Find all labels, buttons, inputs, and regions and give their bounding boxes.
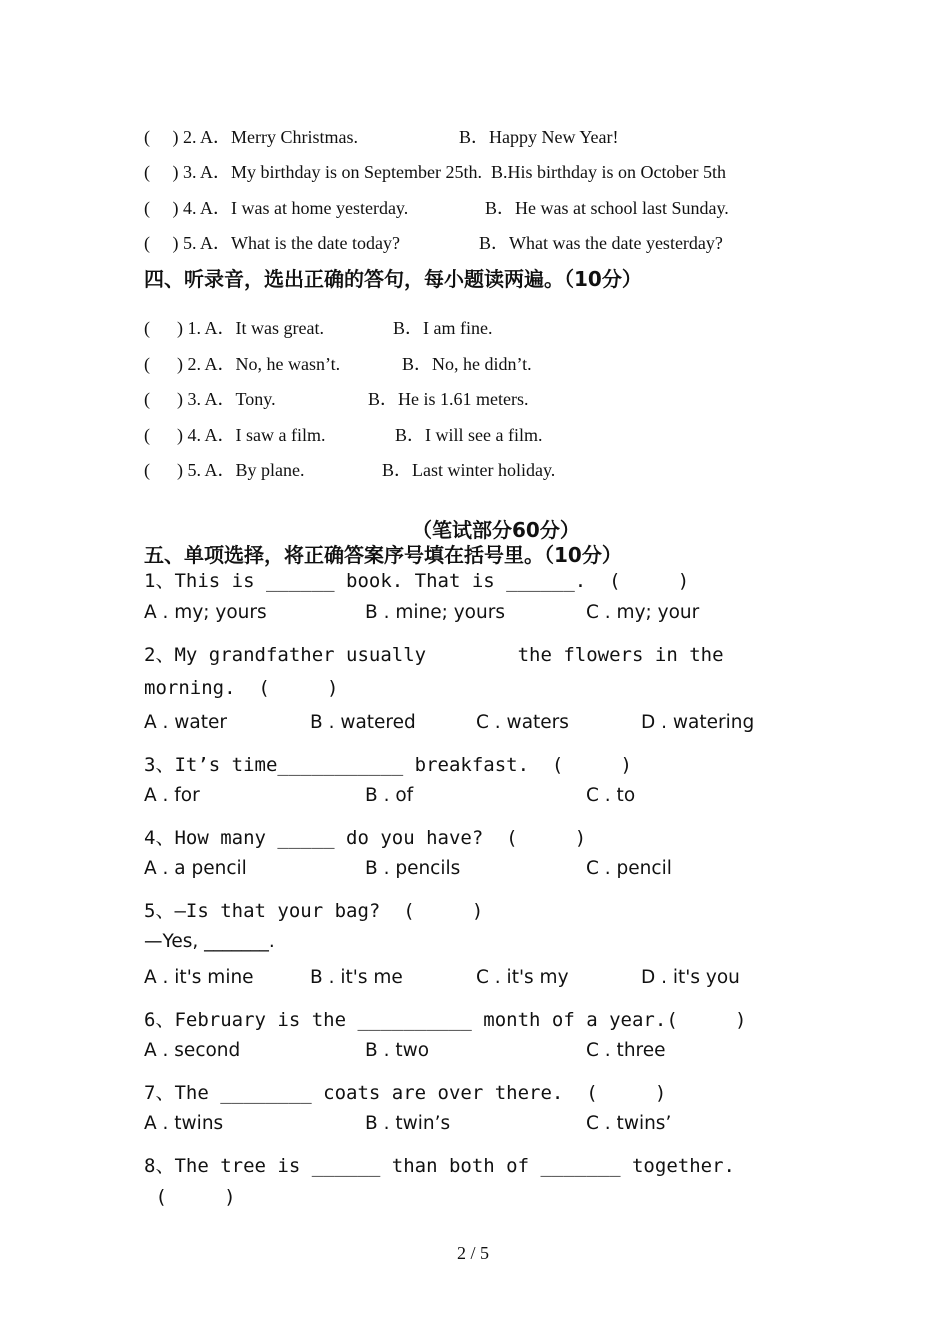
- q7: 7、The ________ coats are over there. ( ): [144, 1082, 667, 1104]
- q5-option-d: D . it's you: [641, 967, 740, 988]
- q8-line2: ( ): [144, 1186, 236, 1208]
- q4-option-a: A . a pencil: [144, 858, 247, 879]
- s4-item-2-b: B．No, he didn’t.: [402, 354, 532, 374]
- q2-option-a: A . water: [144, 712, 228, 733]
- s4-item-2-a: ( ) 2. A．No, he wasn’t.: [144, 354, 341, 374]
- written-part-title: （笔试部分60分）: [412, 518, 580, 542]
- q7-option-c: C . twins’: [586, 1113, 672, 1134]
- q2-line1: 2、My grandfather usually the flowers in the: [144, 644, 724, 666]
- s4-item-5-a: ( ) 5. A．By plane.: [144, 460, 305, 480]
- q2-line2: morning. ( ): [144, 677, 339, 699]
- q5-option-b: B . it's me: [310, 967, 403, 988]
- q4-option-b: B . pencils: [365, 858, 461, 879]
- q5-line2: —Yes, _______.: [144, 931, 275, 952]
- q3: 3、It’s time___________ breakfast. ( ): [144, 754, 632, 776]
- listening-item-2-b: B．Happy New Year!: [459, 127, 619, 147]
- q4: 4、How many _____ do you have? ( ): [144, 827, 587, 849]
- listening-item-4-b: B．He was at school last Sunday.: [485, 198, 729, 218]
- q6-option-a: A . second: [144, 1040, 241, 1061]
- s4-item-1-b: B．I am fine.: [393, 318, 493, 338]
- q4-option-c: C . pencil: [586, 858, 672, 879]
- listening-item-3: ( ) 3. A．My birthday is on September 25th. B.His birthday is on October 5th: [144, 162, 726, 182]
- q5-option-a: A . it's mine: [144, 967, 254, 988]
- q6: 6、February is the __________ month of a year.( ): [144, 1009, 747, 1031]
- q3-option-c: C . to: [586, 785, 636, 806]
- q2-option-b: B . watered: [310, 712, 416, 733]
- s4-item-3-b: B．He is 1.61 meters.: [368, 389, 529, 409]
- q7-option-b: B . twin’s: [365, 1113, 451, 1134]
- q1-option-b: B . mine; yours: [365, 602, 505, 623]
- s4-item-4-a: ( ) 4. A．I saw a film.: [144, 425, 326, 445]
- q3-option-b: B . of: [365, 785, 414, 806]
- q5-option-c: C . it's my: [476, 967, 569, 988]
- section5-title: 五、单项选择，将正确答案序号填在括号里。（10分）: [144, 543, 622, 567]
- q1: 1、This is ______ book. That is ______. ( ): [144, 570, 690, 592]
- q6-option-b: B . two: [365, 1040, 430, 1061]
- s4-item-4-b: B．I will see a film.: [395, 425, 543, 445]
- section4-title: 四、听录音，选出正确的答句，每小题读两遍。（10分）: [144, 267, 642, 291]
- q1-option-a: A . my; yours: [144, 602, 267, 623]
- q1-option-c: C . my; your: [586, 602, 700, 623]
- s4-item-3-a: ( ) 3. A．Tony.: [144, 389, 276, 409]
- q3-option-a: A . for: [144, 785, 200, 806]
- listening-item-2-a: ( ) 2. A．Merry Christmas.: [144, 127, 358, 147]
- q2-option-d: D . watering: [641, 712, 755, 733]
- listening-item-5-a: ( ) 5. A．What is the date today?: [144, 233, 400, 253]
- q5-line1: 5、—Is that your bag? ( ): [144, 900, 484, 922]
- q8-line1: 8、The tree is ______ than both of _______ together.: [144, 1155, 735, 1177]
- q7-option-a: A . twins: [144, 1113, 224, 1134]
- listening-item-5-b: B．What was the date yesterday?: [479, 233, 723, 253]
- q6-option-c: C . three: [586, 1040, 666, 1061]
- s4-item-5-b: B．Last winter holiday.: [382, 460, 556, 480]
- listening-item-4-a: ( ) 4. A．I was at home yesterday.: [144, 198, 409, 218]
- page-number: 2 / 5: [457, 1243, 490, 1263]
- q2-option-c: C . waters: [476, 712, 569, 733]
- s4-item-1-a: ( ) 1. A．It was great.: [144, 318, 324, 338]
